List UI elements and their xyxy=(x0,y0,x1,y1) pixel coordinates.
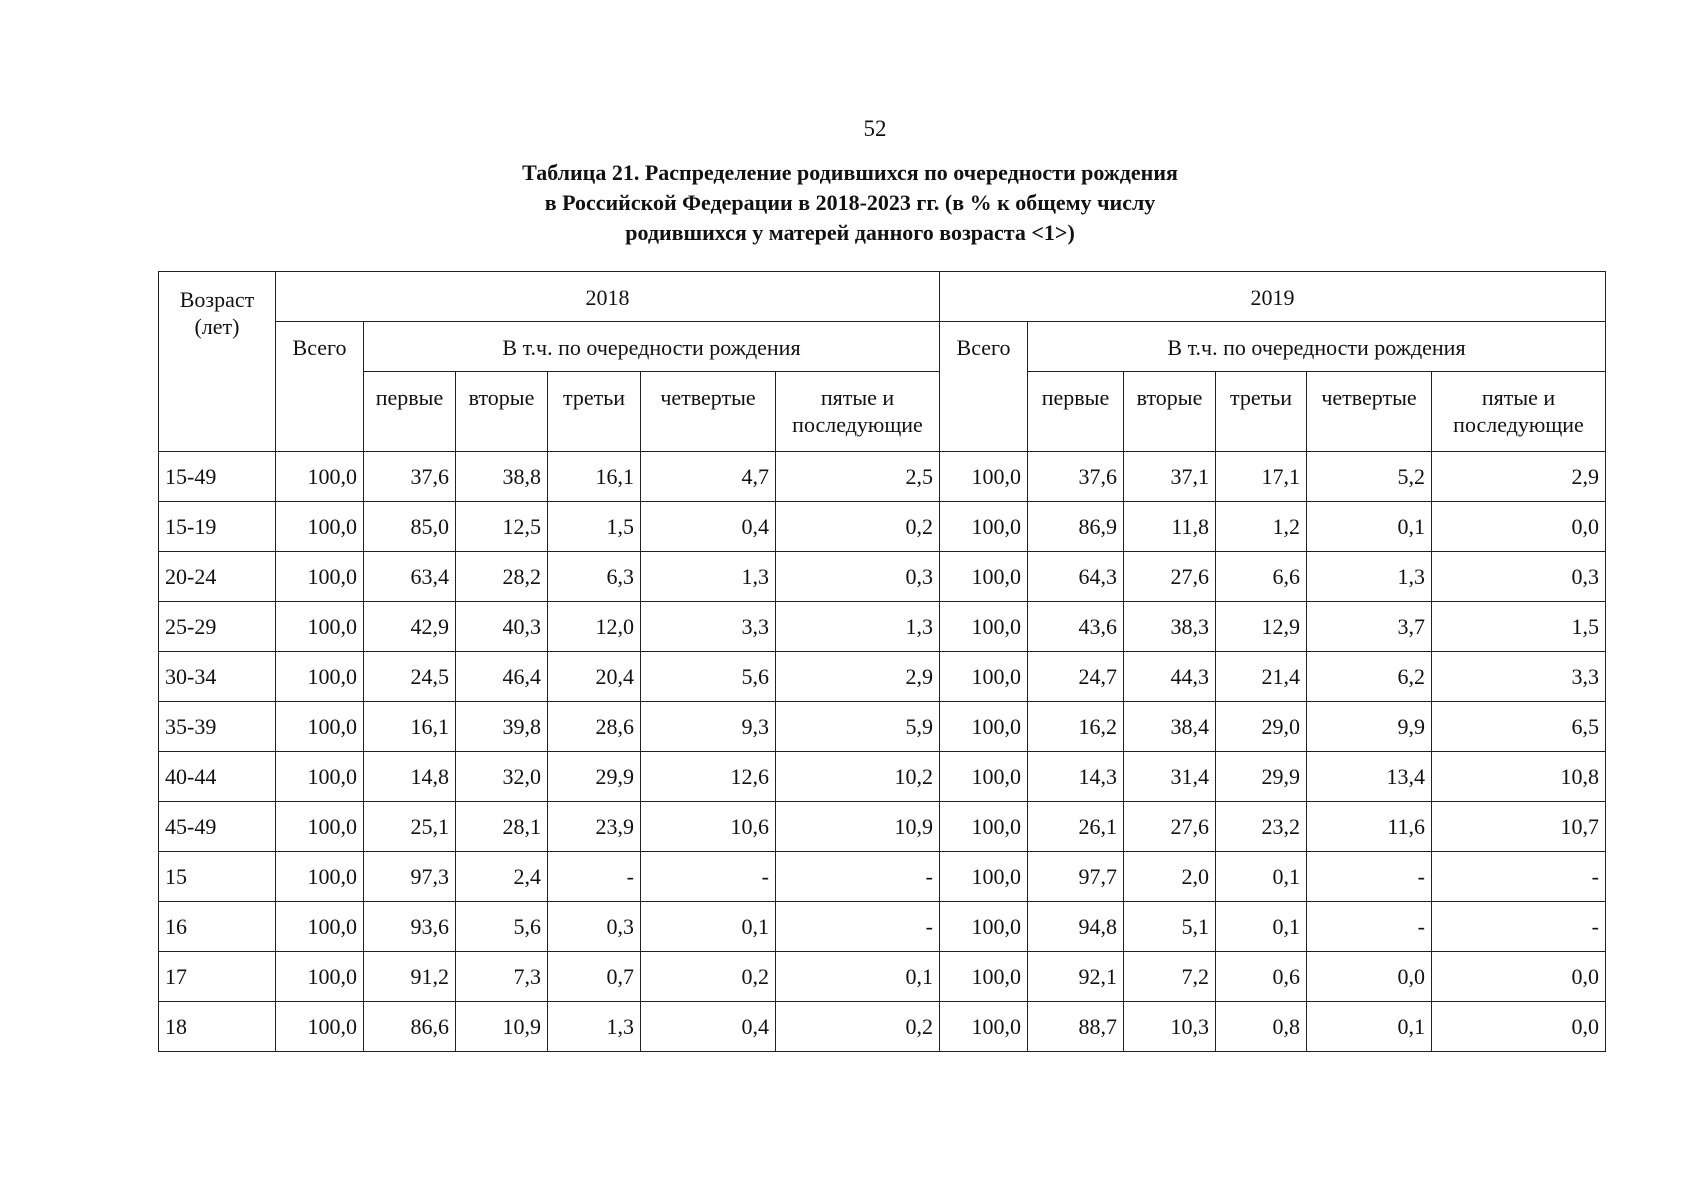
first-2019-cell: 24,7 xyxy=(1028,652,1124,702)
second-2018-cell: 28,1 xyxy=(456,802,548,852)
first-2018-cell: 97,3 xyxy=(364,852,456,902)
second-2019-cell: 10,3 xyxy=(1124,1002,1216,1052)
fifth-plus-2019-cell: 1,5 xyxy=(1432,602,1606,652)
total-2018-cell: 100,0 xyxy=(276,1002,364,1052)
order-group-header-2019: В т.ч. по очередности рождения xyxy=(1028,322,1606,372)
fourth-2018-cell: 0,2 xyxy=(641,952,776,1002)
total-2019-cell: 100,0 xyxy=(940,952,1028,1002)
second-2018-cell: 2,4 xyxy=(456,852,548,902)
fifth-plus-2018-cell: 2,5 xyxy=(776,452,940,502)
table-body xyxy=(159,452,1606,1052)
order-header-first-2018: первые xyxy=(364,372,456,452)
fourth-2019-cell: 6,2 xyxy=(1307,652,1432,702)
third-2018-cell: 29,9 xyxy=(548,752,641,802)
total-2018-cell: 100,0 xyxy=(276,602,364,652)
first-2018-cell: 85,0 xyxy=(364,502,456,552)
fifth-plus-2019-cell: - xyxy=(1432,902,1606,952)
birth-order-table xyxy=(158,271,1606,1052)
page-number: 52 xyxy=(863,116,887,141)
third-2019-cell: 0,1 xyxy=(1216,852,1307,902)
table-title-line-3: родившихся у матерей данного возраста <1>) xyxy=(625,220,1075,245)
second-2019-cell: 37,1 xyxy=(1124,452,1216,502)
age-cell: 40-44 xyxy=(159,752,276,802)
total-2019-cell: 100,0 xyxy=(940,502,1028,552)
third-2018-cell: 28,6 xyxy=(548,702,641,752)
second-2019-cell: 38,4 xyxy=(1124,702,1216,752)
first-2018-cell: 91,2 xyxy=(364,952,456,1002)
fifth-plus-2018-cell: 5,9 xyxy=(776,702,940,752)
total-2019-cell: 100,0 xyxy=(940,702,1028,752)
first-2018-cell: 24,5 xyxy=(364,652,456,702)
first-2018-cell: 42,9 xyxy=(364,602,456,652)
third-2019-cell: 0,8 xyxy=(1216,1002,1307,1052)
age-cell: 18 xyxy=(159,1002,276,1052)
fifth-plus-2018-cell: - xyxy=(776,902,940,952)
first-2019-cell: 86,9 xyxy=(1028,502,1124,552)
table-row xyxy=(159,902,1606,952)
order-header-fifth-plus-2018: пятые и последующие xyxy=(776,372,940,452)
third-2019-cell: 23,2 xyxy=(1216,802,1307,852)
order-header-fourth-2019: четвертые xyxy=(1307,372,1432,452)
order-header-fourth-2018: четвертые xyxy=(641,372,776,452)
age-cell: 15-49 xyxy=(159,452,276,502)
order-header-fifth-plus-2019: пятые и последующие xyxy=(1432,372,1606,452)
order-header-second-2018: вторые xyxy=(456,372,548,452)
second-2019-cell: 5,1 xyxy=(1124,902,1216,952)
first-2019-cell: 97,7 xyxy=(1028,852,1124,902)
first-2019-cell: 94,8 xyxy=(1028,902,1124,952)
third-2018-cell: 0,3 xyxy=(548,902,641,952)
age-cell: 45-49 xyxy=(159,802,276,852)
second-2018-cell: 7,3 xyxy=(456,952,548,1002)
fifth-plus-2019-cell: 6,5 xyxy=(1432,702,1606,752)
first-2018-cell: 86,6 xyxy=(364,1002,456,1052)
fourth-2019-cell: 13,4 xyxy=(1307,752,1432,802)
total-2018-cell: 100,0 xyxy=(276,752,364,802)
fifth-plus-2019-cell: 0,0 xyxy=(1432,1002,1606,1052)
fourth-2019-cell: 3,7 xyxy=(1307,602,1432,652)
first-2019-cell: 64,3 xyxy=(1028,552,1124,602)
fourth-2018-cell: 1,3 xyxy=(641,552,776,602)
total-2018-cell: 100,0 xyxy=(276,952,364,1002)
table-row xyxy=(159,552,1606,602)
third-2018-cell: 23,9 xyxy=(548,802,641,852)
third-2019-cell: 21,4 xyxy=(1216,652,1307,702)
age-cell: 30-34 xyxy=(159,652,276,702)
fourth-2019-cell: 1,3 xyxy=(1307,552,1432,602)
third-2018-cell: 1,3 xyxy=(548,1002,641,1052)
order-header-third-2019: третьи xyxy=(1216,372,1307,452)
third-2018-cell: 1,5 xyxy=(548,502,641,552)
total-2018-cell: 100,0 xyxy=(276,702,364,752)
total-2019-cell: 100,0 xyxy=(940,1002,1028,1052)
table-row xyxy=(159,1002,1606,1052)
fourth-2019-cell: - xyxy=(1307,902,1432,952)
first-2018-cell: 37,6 xyxy=(364,452,456,502)
fifth-plus-2019-cell: 0,0 xyxy=(1432,502,1606,552)
second-2019-cell: 38,3 xyxy=(1124,602,1216,652)
third-2019-cell: 6,6 xyxy=(1216,552,1307,602)
second-2019-cell: 31,4 xyxy=(1124,752,1216,802)
fourth-2018-cell: - xyxy=(641,852,776,902)
fourth-2018-cell: 12,6 xyxy=(641,752,776,802)
third-2018-cell: 12,0 xyxy=(548,602,641,652)
fourth-2018-cell: 3,3 xyxy=(641,602,776,652)
first-2019-cell: 16,2 xyxy=(1028,702,1124,752)
total-2018-cell: 100,0 xyxy=(276,452,364,502)
total-2019-cell: 100,0 xyxy=(940,602,1028,652)
fifth-plus-2018-cell: 0,2 xyxy=(776,502,940,552)
year-header-2018: 2018 xyxy=(276,272,940,322)
third-2018-cell: 16,1 xyxy=(548,452,641,502)
fifth-plus-2019-cell: 10,8 xyxy=(1432,752,1606,802)
second-2018-cell: 5,6 xyxy=(456,902,548,952)
total-2018-cell: 100,0 xyxy=(276,652,364,702)
total-2018-cell: 100,0 xyxy=(276,902,364,952)
total-2019-cell: 100,0 xyxy=(940,452,1028,502)
second-2019-cell: 2,0 xyxy=(1124,852,1216,902)
second-2019-cell: 27,6 xyxy=(1124,552,1216,602)
table-row xyxy=(159,652,1606,702)
fifth-plus-2019-cell: 2,9 xyxy=(1432,452,1606,502)
total-2019-cell: 100,0 xyxy=(940,552,1028,602)
second-2019-cell: 11,8 xyxy=(1124,502,1216,552)
third-2019-cell: 12,9 xyxy=(1216,602,1307,652)
total-2019-cell: 100,0 xyxy=(940,802,1028,852)
second-2018-cell: 28,2 xyxy=(456,552,548,602)
fourth-2018-cell: 0,1 xyxy=(641,902,776,952)
fourth-2019-cell: 0,0 xyxy=(1307,952,1432,1002)
age-cell: 17 xyxy=(159,952,276,1002)
first-2018-cell: 14,8 xyxy=(364,752,456,802)
age-cell: 25-29 xyxy=(159,602,276,652)
second-2018-cell: 32,0 xyxy=(456,752,548,802)
fifth-plus-2018-cell: 10,2 xyxy=(776,752,940,802)
third-2019-cell: 29,0 xyxy=(1216,702,1307,752)
third-2018-cell: 0,7 xyxy=(548,952,641,1002)
third-2019-cell: 1,2 xyxy=(1216,502,1307,552)
first-2019-cell: 14,3 xyxy=(1028,752,1124,802)
order-header-first-2019: первые xyxy=(1028,372,1124,452)
fifth-plus-2019-cell: 0,3 xyxy=(1432,552,1606,602)
table-row xyxy=(159,602,1606,652)
total-2019-cell: 100,0 xyxy=(940,652,1028,702)
first-2018-cell: 16,1 xyxy=(364,702,456,752)
first-2018-cell: 25,1 xyxy=(364,802,456,852)
fourth-2019-cell: 9,9 xyxy=(1307,702,1432,752)
third-2019-cell: 0,1 xyxy=(1216,902,1307,952)
age-column-header: Возраст (лет) xyxy=(159,272,276,452)
fifth-plus-2019-cell: 0,0 xyxy=(1432,952,1606,1002)
second-2018-cell: 12,5 xyxy=(456,502,548,552)
fifth-plus-2019-cell: - xyxy=(1432,852,1606,902)
age-cell: 35-39 xyxy=(159,702,276,752)
fourth-2018-cell: 5,6 xyxy=(641,652,776,702)
second-2018-cell: 10,9 xyxy=(456,1002,548,1052)
table-row xyxy=(159,852,1606,902)
third-2018-cell: - xyxy=(548,852,641,902)
total-header-2018: Всего xyxy=(276,322,364,452)
fourth-2018-cell: 9,3 xyxy=(641,702,776,752)
fifth-plus-2018-cell: 2,9 xyxy=(776,652,940,702)
table-title xyxy=(300,158,1400,248)
table-title-line-2: в Российской Федерации в 2018-2023 гг. (в % к общему числу xyxy=(544,190,1156,215)
fourth-2019-cell: 0,1 xyxy=(1307,502,1432,552)
second-2018-cell: 38,8 xyxy=(456,452,548,502)
first-2019-cell: 92,1 xyxy=(1028,952,1124,1002)
fifth-plus-2019-cell: 10,7 xyxy=(1432,802,1606,852)
fifth-plus-2018-cell: 0,3 xyxy=(776,552,940,602)
table-row xyxy=(159,702,1606,752)
third-2019-cell: 17,1 xyxy=(1216,452,1307,502)
fourth-2019-cell: 5,2 xyxy=(1307,452,1432,502)
table-row xyxy=(159,452,1606,502)
fourth-2019-cell: 0,1 xyxy=(1307,1002,1432,1052)
total-2018-cell: 100,0 xyxy=(276,852,364,902)
third-2019-cell: 0,6 xyxy=(1216,952,1307,1002)
fourth-2018-cell: 10,6 xyxy=(641,802,776,852)
second-2018-cell: 46,4 xyxy=(456,652,548,702)
second-2019-cell: 44,3 xyxy=(1124,652,1216,702)
total-2019-cell: 100,0 xyxy=(940,902,1028,952)
fourth-2019-cell: - xyxy=(1307,852,1432,902)
first-2019-cell: 37,6 xyxy=(1028,452,1124,502)
second-2018-cell: 39,8 xyxy=(456,702,548,752)
fifth-plus-2018-cell: 10,9 xyxy=(776,802,940,852)
first-2019-cell: 43,6 xyxy=(1028,602,1124,652)
fifth-plus-2018-cell: 0,2 xyxy=(776,1002,940,1052)
total-2019-cell: 100,0 xyxy=(940,752,1028,802)
fourth-2018-cell: 0,4 xyxy=(641,1002,776,1052)
table-row xyxy=(159,752,1606,802)
age-cell: 16 xyxy=(159,902,276,952)
year-header-2019: 2019 xyxy=(940,272,1606,322)
fifth-plus-2018-cell: 1,3 xyxy=(776,602,940,652)
total-2018-cell: 100,0 xyxy=(276,502,364,552)
table-row xyxy=(159,802,1606,852)
age-cell: 15 xyxy=(159,852,276,902)
fourth-2018-cell: 4,7 xyxy=(641,452,776,502)
age-cell: 20-24 xyxy=(159,552,276,602)
fifth-plus-2019-cell: 3,3 xyxy=(1432,652,1606,702)
total-2018-cell: 100,0 xyxy=(276,552,364,602)
age-cell: 15-19 xyxy=(159,502,276,552)
total-2019-cell: 100,0 xyxy=(940,852,1028,902)
order-group-header-2018: В т.ч. по очередности рождения xyxy=(364,322,940,372)
order-header-third-2018: третьи xyxy=(548,372,641,452)
table-row xyxy=(159,952,1606,1002)
first-2019-cell: 26,1 xyxy=(1028,802,1124,852)
first-2019-cell: 88,7 xyxy=(1028,1002,1124,1052)
fifth-plus-2018-cell: 0,1 xyxy=(776,952,940,1002)
second-2019-cell: 27,6 xyxy=(1124,802,1216,852)
first-2018-cell: 63,4 xyxy=(364,552,456,602)
fourth-2018-cell: 0,4 xyxy=(641,502,776,552)
third-2018-cell: 6,3 xyxy=(548,552,641,602)
second-2019-cell: 7,2 xyxy=(1124,952,1216,1002)
order-header-second-2019: вторые xyxy=(1124,372,1216,452)
third-2019-cell: 29,9 xyxy=(1216,752,1307,802)
third-2018-cell: 20,4 xyxy=(548,652,641,702)
table-title-line-1: Таблица 21. Распределение родившихся по очередности рождения xyxy=(522,160,1178,185)
total-header-2019: Всего xyxy=(940,322,1028,452)
total-2018-cell: 100,0 xyxy=(276,802,364,852)
second-2018-cell: 40,3 xyxy=(456,602,548,652)
table-row xyxy=(159,502,1606,552)
fourth-2019-cell: 11,6 xyxy=(1307,802,1432,852)
fifth-plus-2018-cell: - xyxy=(776,852,940,902)
first-2018-cell: 93,6 xyxy=(364,902,456,952)
